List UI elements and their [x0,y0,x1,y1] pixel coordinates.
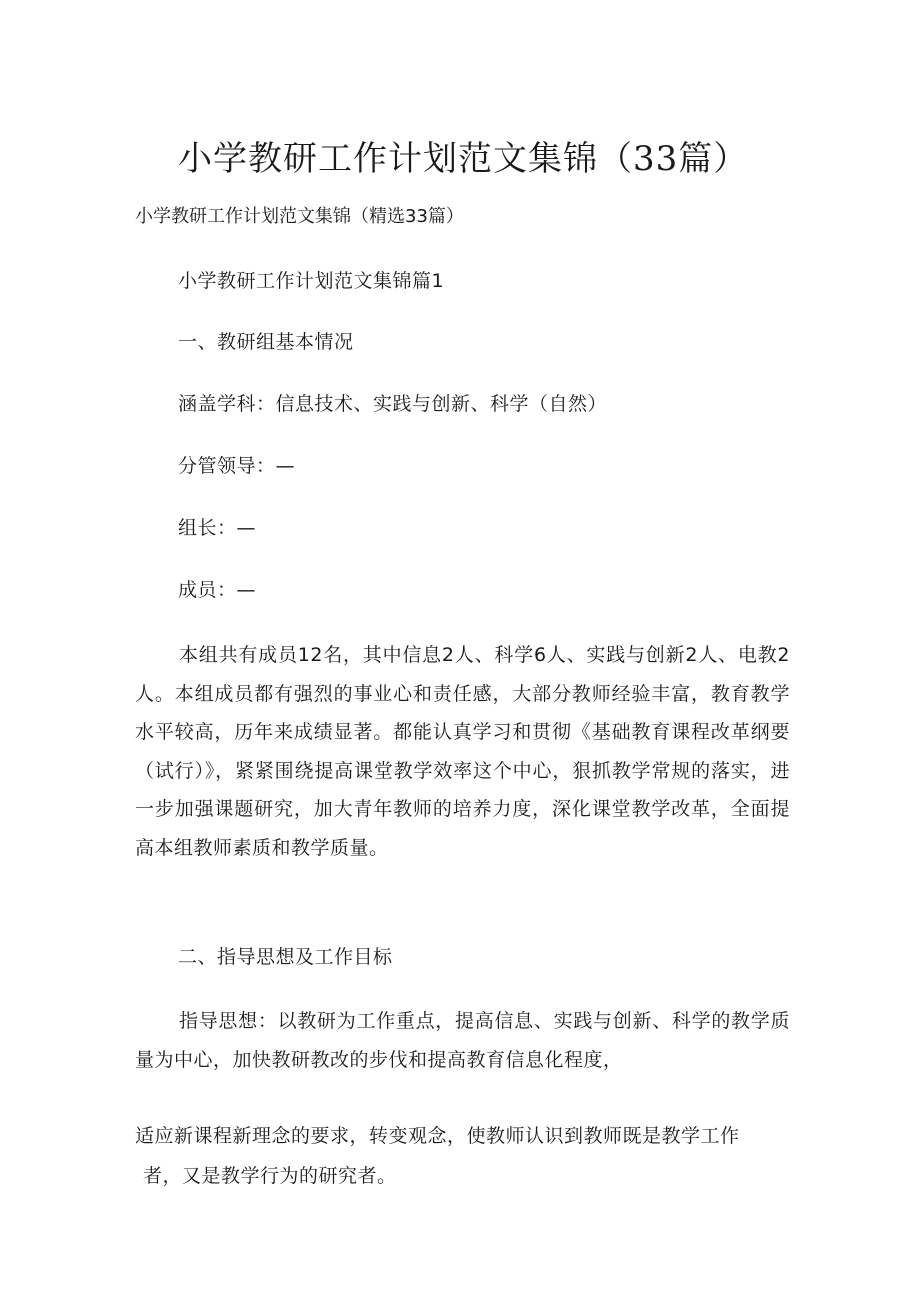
paragraph-adaptation-line-2: 者，又是教学行为的研究者。 [143,1165,397,1187]
section-heading: 小学教研工作计划范文集锦篇1 [178,270,445,292]
document-subtitle: 小学教研工作计划范文集锦（精选33篇） [135,206,464,227]
heading-basic-info: 一、教研组基本情况 [178,331,354,353]
group-head-line: 组长：— [178,517,257,539]
paragraph-guiding-ideology: 指导思想：以教研为工作重点，提高信息、实践与创新、科学的教学质量为中心，加快教研教改的步伐和提高教育信息化程度， [135,1010,790,1071]
heading-guiding-ideology: 二、指导思想及工作目标 [178,946,393,968]
leader-line: 分管领导：— [178,455,296,477]
members-line: 成员：— [178,579,257,601]
paragraph-adaptation-line-1: 适应新课程新理念的要求，转变观念，使教师认识到教师既是教学工作 [135,1125,740,1147]
document-title: 小学教研工作计划范文集锦（33篇） [178,139,749,179]
subjects-line: 涵盖学科：信息技术、实践与创新、科学（自然） [178,393,608,415]
paragraph-group-overview: 本组共有成员12名，其中信息2人、科学6人、实践与创新2人、电教2人。本组成员都有强烈的事业心和责任感，大部分教师经验丰富，教育教学水平较高，历年来成绩显著。都能认真学习和贯彻《基础教育课程改革纲要（试行）》，紧紧围绕提高课堂教学效率这个中心，狠抓教学常规的落实，进一步加强课题研究，加大青年教师的培养力度，深化课堂教学改革，全面提高本组教师素质和教学质量。 [135,644,790,859]
paragraph-adaptation [135,1116,775,1196]
